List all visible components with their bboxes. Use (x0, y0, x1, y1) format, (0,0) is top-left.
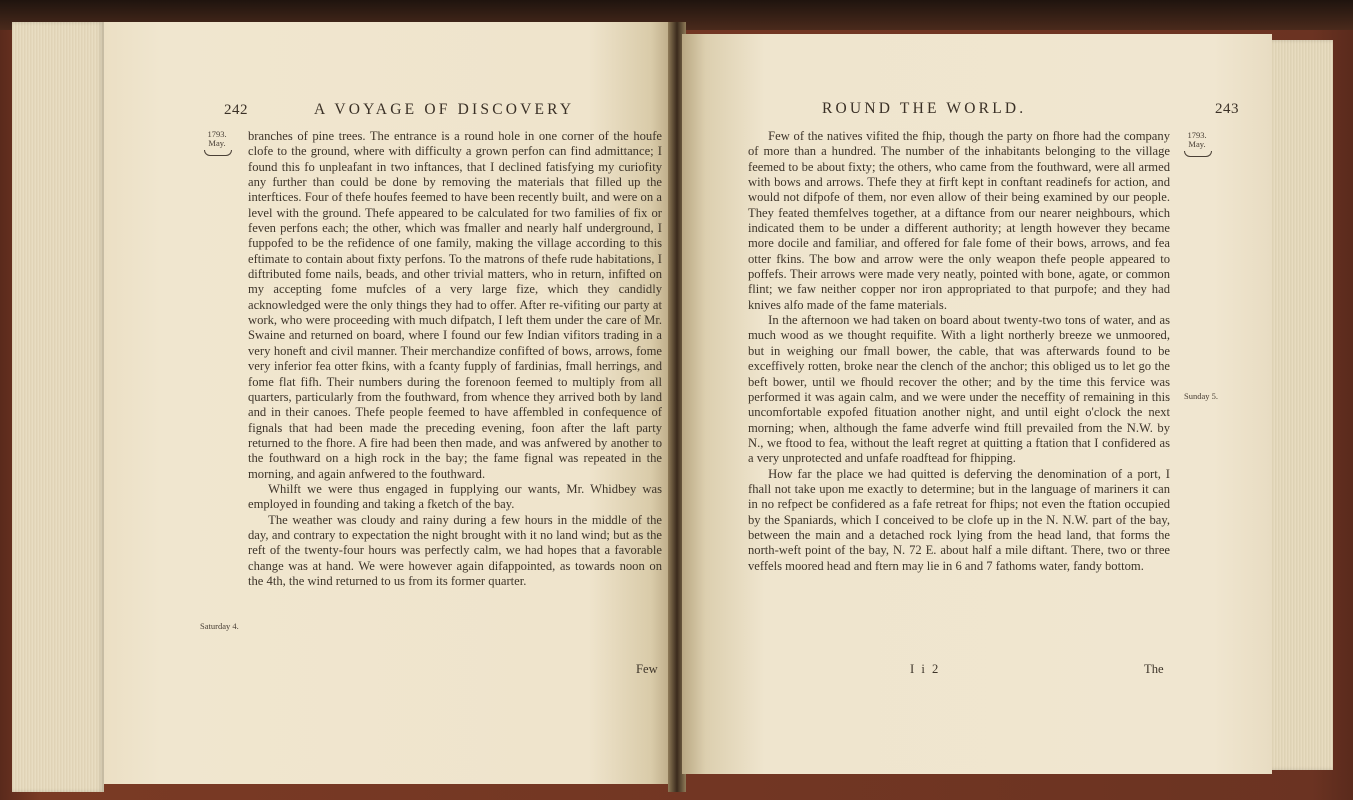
right-signature-mark: I i 2 (910, 662, 941, 676)
right-margin-brace (1184, 151, 1212, 157)
left-page (104, 22, 674, 784)
right-margin-month: May. (1188, 139, 1206, 149)
left-running-head: A VOYAGE OF DISCOVERY (314, 101, 575, 118)
left-margin-brace (204, 150, 232, 156)
left-body-text (248, 129, 662, 589)
left-margin-month: May. (208, 138, 226, 148)
right-catchword: The (1144, 662, 1164, 676)
left-page-edges (12, 22, 104, 792)
left-catchword: Few (636, 662, 658, 676)
left-margin-year: 1793. (207, 129, 227, 139)
right-margin-note: Sunday 5. (1184, 391, 1218, 401)
right-running-head: ROUND THE WORLD. (822, 100, 1027, 117)
left-page-number: 242 (224, 102, 248, 118)
right-margin-date (1182, 131, 1212, 149)
right-page-edges (1263, 40, 1333, 770)
right-margin-year: 1793. (1187, 130, 1207, 140)
right-page (682, 34, 1272, 774)
right-paragraph-2: In the afternoon we had taken on board about twenty-two tons of water, and as much wood as we thought requifite. With a light northerly breeze we unmoored, but in weighing our fmall bower, the cable, that was afterwards found to be exceffively rotten, broke near the clench of the anchor; this obliged us to let go the beft bower, until we fhould recover the other; and by the time this fervice was performed it was again calm, and we were under the neceffity of remaining in this uncomfortable expofed fituation another night, and until eight o'clock the next morning; when, although the fame adverfe wind ftill prevailed from the N.W. by N., we ftood to fea, without the leaft regret at quitting a ftation that I confidered as a very unprotected and unfafe roadftead for fhipping. (748, 313, 1170, 466)
left-paragraph-3: The weather was cloudy and rainy during a few hours in the middle of the day, and contrary to expectation the night brought with it no land wind; but as the reft of the twenty-four hours was perfectly calm, we had hopes that a favorable change was at hand. We were however again difappointed, as towards noon on the 4th, the wind returned to us from its former quarter. (248, 512, 662, 588)
left-margin-note: Saturday 4. (200, 621, 239, 631)
right-paragraph-3: How far the place we had quitted is deferving the denomination of a port, I fhall not take upon me exactly to determine; but in the language of mariners it can in no refpect be confidered as a fafe retreat for fhips; not even the ftation occupied by the Spaniards, which I conceived to be clofe up in the N. N.W. part of the bay, between the main and a detached rock lying from the head land, that forms the north-weft point of the bay, N. 72 E. about half a mile diftant. There, two or three veffels moored head and ftern may lie in 6 and 7 fathoms water, fandy bottom. (748, 466, 1170, 573)
right-page-number: 243 (1215, 101, 1239, 117)
left-paragraph-1: branches of pine trees. The entrance is a round hole in one corner of the houfe clofe to the ground, where with difficulty a grown perfon can find admittance; I found this fo unpleafant in two inftances, that I declined fatisfying my curiofity any further than could be done by removing the materials that filled up the interftices. Four of thefe houfes feemed to have been recently built, and were on a level with the ground. Thefe appeared to be calculated for two families of fix or feven perfons each; the other, which was fmaller and nearly half underground, I fuppofed to be the refidence of one family, making the village according to this eftimate to contain about fixty perfons. To the matrons of thefe rude habitations, I diftributed fome nails, beads, and other trivial matters, who in return, infifted on my accepting fome mufcles of a very large fize, which they candidly acknowledged were the only things they had to offer. After re-vifiting our party at work, who were proceeding with much difpatch, I left them under the care of Mr. Swaine and returned on board, where I found our few Indian vifitors trading in a very honeft and civil manner. Their merchandize confifted of bows, arrows, fome very inferior fea otter fkins, with a fcanty fupply of fardinias, fmall herrings, and fome flat fifh. Their numbers during the forenoon feemed to multiply from all quarters, particularly from the fouthward, from whence they arrived both by land and in their canoes. Thefe people feemed to have affembled in confequence of fignals that had been made the preceding evening, foon after the laft party returned to the fhore. A fire had been then made, and was anfwered by another to the fouthward on a high rock in the bay; the fame fignal was repeated in the morning, and again anfwered to the fouthward. (248, 129, 662, 481)
right-body-text (748, 129, 1170, 574)
right-paragraph-1: Few of the natives vifited the fhip, though the party on fhore had the company of more than a hundred. The number of the inhabitants belonging to the village feemed to be about fixty; the others, who came from the fouthward, were all armed with bows and arrows. Thefe they at firft kept in conftant readinefs for action, and would not difpofe of them, nor even allow of their being examined by our people. They feated themfelves together, at a diftance from our nearer neighbours, which indicated them to be under a different authority; at length however they became more docile and familiar, and offered for fale fome of their bows, arrows, and fea otter fkins. The bow and arrow were the only weapon thefe people appeared to poffefs. Their arrows were made very neatly, pointed with bone, agate, or common flint; we faw neither copper nor iron appropriated to that purpofe; and they had knives alfo made of the fame materials. (748, 129, 1170, 312)
left-margin-date (202, 130, 232, 148)
left-paragraph-2: Whilft we were thus engaged in fupplying our wants, Mr. Whidbey was employed in founding and taking a fketch of the bay. (248, 481, 662, 512)
